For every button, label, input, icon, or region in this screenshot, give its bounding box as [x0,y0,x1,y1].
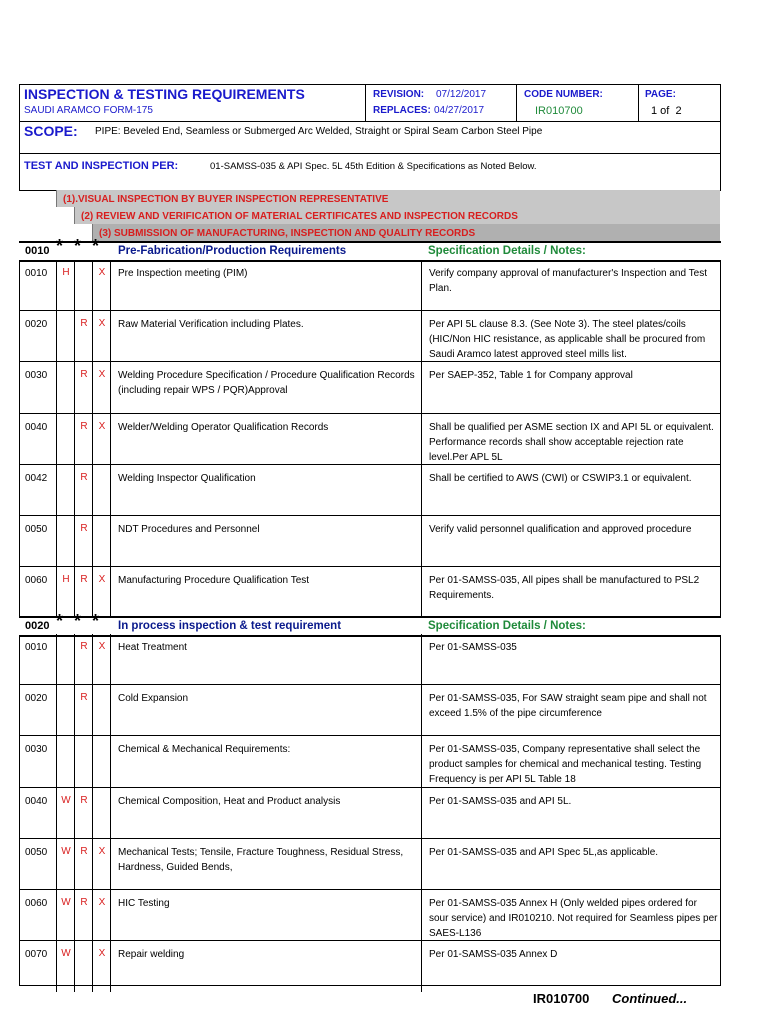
legend-review-certificates: (2) REVIEW AND VERIFICATION OF MATERIAL CERTIFICATES AND INSPECTION RECORDS [81,211,518,222]
row-spec-notes: Per 01-SAMSS-035 Annex H (Only welded pipes ordered for sour service) and IR010210. Not required for Seamless pipes per SAES-L136 [429,898,718,939]
row-mark-visual-cell [56,634,74,685]
row-description: HIC Testing [118,898,170,909]
row-spec-notes: Per 01-SAMSS-035 and API 5L. [429,795,572,807]
row-number: 0040 [25,795,48,807]
row-mark-submission: X [98,948,106,960]
row-mark-submission-cell [92,362,110,413]
row-mark-visual: W [61,794,71,806]
row-mark-submission-cell [92,839,110,890]
row-mark-review-cell [74,685,92,736]
row-description-cell [110,839,421,890]
row-mark-visual-cell [56,260,74,311]
row-mark-review-cell [74,941,92,992]
legend-submission-records: (3) SUBMISSION OF MANUFACTURING, INSPECTION AND QUALITY RECORDS [99,228,476,239]
row-description-cell [110,414,421,465]
row-mark-review-cell [74,788,92,839]
row-description: Manufacturing Procedure Qualification Test [118,575,310,587]
row-description-cell [110,634,421,685]
row-description: Chemical & Mechanical Requirements: [118,744,291,756]
row-description: Pre Inspection meeting (PIM) [118,268,248,279]
row-description-cell [110,685,421,736]
row-number-cell [19,414,56,465]
row-spec-notes: Per SAEP-352, Table 1 for Company approval [429,370,633,382]
row-mark-visual: H [62,574,70,586]
row-number-cell [19,736,56,787]
row-number: 0050 [25,846,48,858]
row-mark-review: R [80,794,88,806]
row-spec-notes: Shall be qualified per ASME section IX and API 5L or equivalent. Performance records shall show acceptable rejection rate level.Per APL 5L [429,421,714,463]
row-description: Heat Treatment [118,642,187,653]
row-mark-submission-cell [92,567,110,618]
row-mark-submission-cell [92,788,110,839]
row-mark-visual-cell [56,567,74,618]
row-spec-notes-cell [421,567,721,618]
row-mark-review: R [80,845,88,857]
row-mark-visual-cell [56,362,74,413]
row-spec-notes: Verify company approval of manufacturer's Inspection and Test Plan. [429,268,707,294]
row-mark-review-cell [74,890,92,941]
row-mark-review-cell [74,362,92,413]
code-number-label: CODE NUMBER: [524,89,603,100]
row-description: Welding Inspector Qualification [118,472,256,484]
row-spec-notes: Per 01-SAMSS-035, Company representative shall select the product samples for chemical and mechanical testing. Testing Frequency is per API 5L Table 18 [429,744,702,786]
row-description-cell [110,516,421,567]
row-mark-visual: W [61,845,71,857]
row-number-cell [19,839,56,890]
row-number: 0042 [25,472,48,484]
row-number-cell [19,890,56,941]
row-number-cell [19,362,56,413]
row-mark-review: R [80,692,88,704]
row-mark-submission: X [98,845,106,857]
revision-value: 07/12/2017 [436,89,487,100]
row-number: 0010 [25,268,48,279]
row-description: Raw Material Verification including Plates. [118,319,304,331]
header-divider [19,153,721,154]
row-mark-review: R [80,420,88,432]
row-mark-review-cell [74,567,92,618]
row-mark-submission: X [98,369,106,381]
row-number-cell [19,685,56,736]
row-spec-notes: Verify valid personnel qualification and approved procedure [429,524,692,535]
header-divider [19,121,721,122]
row-number: 0030 [25,370,48,382]
replaces-label: REPLACES: [373,105,431,116]
row-mark-submission: X [98,641,106,652]
replaces-value: 04/27/2017 [434,105,485,116]
row-mark-submission-cell [92,685,110,736]
row-number: 0040 [25,421,48,433]
row-spec-notes: Per API 5L clause 8.3. (See Note 3). The steel plates/coils (HIC/Non HIC resistance, as applicable shall be procured from Saudi Aramco latest approved steel mills list. [429,319,706,361]
row-spec-notes-cell [421,516,721,567]
test-per-label: TEST AND INSPECTION PER: [24,160,179,172]
row-description-cell [110,788,421,839]
row-mark-submission-cell [92,736,110,787]
section-code: 0020 [25,620,50,632]
row-number-cell [19,465,56,516]
row-spec-notes-cell [421,260,721,311]
test-per-text: 01-SAMSS-035 & API Spec. 5L 45th Edition & Specifications as Noted Below. [210,161,537,172]
row-spec-notes-cell [421,941,721,992]
form-title: INSPECTION & TESTING REQUIREMENTS [24,86,305,102]
row-number: 0070 [25,949,48,961]
revision-label: REVISION: [373,89,425,100]
row-description: Welder/Welding Operator Qualification Records [118,421,329,433]
row-mark-review-cell [74,516,92,567]
row-spec-notes-cell [421,465,721,516]
page-label: PAGE: [645,89,676,100]
row-number-cell [19,311,56,362]
row-mark-review: R [80,471,88,483]
row-mark-submission-cell [92,414,110,465]
row-mark-submission: X [98,267,106,278]
section-title: Pre-Fabrication/Production Requirements [118,245,347,257]
row-spec-notes: Shall be certified to AWS (CWI) or CSWIP3.1 or equivalent. [429,472,692,484]
row-mark-submission-cell [92,941,110,992]
row-mark-submission-cell [92,311,110,362]
row-spec-notes-cell [421,634,721,685]
row-mark-visual: W [61,897,71,908]
row-number: 0030 [25,744,48,756]
row-mark-visual-cell [56,414,74,465]
row-mark-review-cell [74,260,92,311]
row-mark-review-cell [74,839,92,890]
row-description: Repair welding [118,949,185,961]
row-description-cell [110,736,421,787]
row-description-cell [110,941,421,992]
row-mark-visual-cell [56,788,74,839]
row-description-cell [110,465,421,516]
spec-details-header: Specification Details / Notes: [428,245,586,257]
section-star: * [92,236,100,256]
row-number-cell [19,634,56,685]
row-number-cell [19,567,56,618]
row-description-cell [110,890,421,941]
row-description: Chemical Composition, Heat and Product analysis [118,795,341,807]
row-description: Welding Procedure Specification / Procedure Qualification Records (including repair WPS / PQR)Approval [118,370,415,397]
row-number: 0020 [25,319,48,331]
row-spec-notes: Per 01-SAMSS-035, All pipes shall be manufactured to PSL2 Requirements. [429,575,700,602]
row-mark-submission: X [98,420,106,432]
section-code: 0010 [25,245,50,257]
row-mark-visual: H [62,267,70,278]
row-spec-notes: Per 01-SAMSS-035, For SAW straight seam pipe and shall not exceed 1.5% of the pipe circumference [429,693,707,720]
spec-details-header: Specification Details / Notes: [428,620,586,632]
row-spec-notes: Per 01-SAMSS-035 Annex D [429,949,558,961]
row-number: 0010 [25,642,48,653]
row-mark-review-cell [74,311,92,362]
row-spec-notes: Per 01-SAMSS-035 and API Spec 5L,as applicable. [429,846,659,858]
row-spec-notes-cell [421,414,721,465]
header-divider [365,84,366,122]
header-divider [638,84,639,122]
row-mark-submission: X [98,318,106,330]
row-spec-notes-cell [421,839,721,890]
row-mark-visual: W [61,948,71,960]
legend-visual-inspection: (1).VISUAL INSPECTION BY BUYER INSPECTION REPRESENTATIVE [63,194,389,205]
row-number-cell [19,516,56,567]
scope-text: PIPE: Beveled End, Seamless or Submerged Arc Welded, Straight or Spiral Seam Carbon Steel Pipe [95,126,543,137]
row-description: NDT Procedures and Personnel [118,524,260,535]
section-star: * [92,611,100,631]
section-star: * [56,236,64,256]
row-spec-notes-cell [421,736,721,787]
row-spec-notes-cell [421,362,721,413]
scope-label: SCOPE: [24,123,78,139]
row-mark-review: R [80,897,88,908]
row-spec-notes-cell [421,788,721,839]
header-divider [516,84,517,122]
row-mark-visual-cell [56,465,74,516]
row-mark-submission-cell [92,260,110,311]
row-description: Cold Expansion [118,693,189,705]
row-description-cell [110,567,421,618]
code-number-value: IR010700 [535,105,583,117]
row-mark-review: R [80,369,88,381]
row-number: 0060 [25,575,48,587]
row-mark-visual-cell [56,311,74,362]
row-mark-submission-cell [92,634,110,685]
row-mark-visual-cell [56,941,74,992]
row-spec-notes: Per 01-SAMSS-035 [429,642,517,653]
row-mark-review-cell [74,465,92,516]
section-star: * [74,236,82,256]
row-mark-visual-cell [56,890,74,941]
row-mark-submission-cell [92,890,110,941]
row-number: 0060 [25,898,48,909]
row-mark-review: R [80,641,88,652]
row-mark-visual-cell [56,736,74,787]
section-star: * [56,611,64,631]
row-spec-notes-cell [421,311,721,362]
row-mark-visual-cell [56,839,74,890]
page-value: 1 of 2 [651,105,682,117]
row-description-cell [110,362,421,413]
row-mark-review: R [80,574,88,586]
row-number-cell [19,788,56,839]
row-number: 0050 [25,524,48,535]
row-mark-submission-cell [92,465,110,516]
row-description-cell [110,260,421,311]
row-mark-submission: X [98,897,106,908]
row-number: 0020 [25,693,48,705]
row-number-cell [19,260,56,311]
row-mark-submission: X [98,574,106,586]
footer-continued: Continued... [612,991,688,1006]
section-title: In process inspection & test requirement [118,620,342,632]
row-spec-notes-cell [421,890,721,941]
row-spec-notes-cell [421,685,721,736]
footer-code: IR010700 [533,991,590,1006]
row-mark-submission-cell [92,516,110,567]
row-mark-visual-cell [56,516,74,567]
row-mark-review-cell [74,414,92,465]
row-number-cell [19,941,56,992]
row-mark-review-cell [74,736,92,787]
row-mark-review: R [80,318,88,330]
row-mark-visual-cell [56,685,74,736]
row-description: Mechanical Tests; Tensile, Fracture Toughness, Residual Stress, Hardness, Guided Bends, [118,846,404,873]
row-mark-review: R [80,523,88,534]
row-mark-review-cell [74,634,92,685]
form-number: SAUDI ARAMCO FORM-175 [24,105,153,116]
section-star: * [74,611,82,631]
row-description-cell [110,311,421,362]
